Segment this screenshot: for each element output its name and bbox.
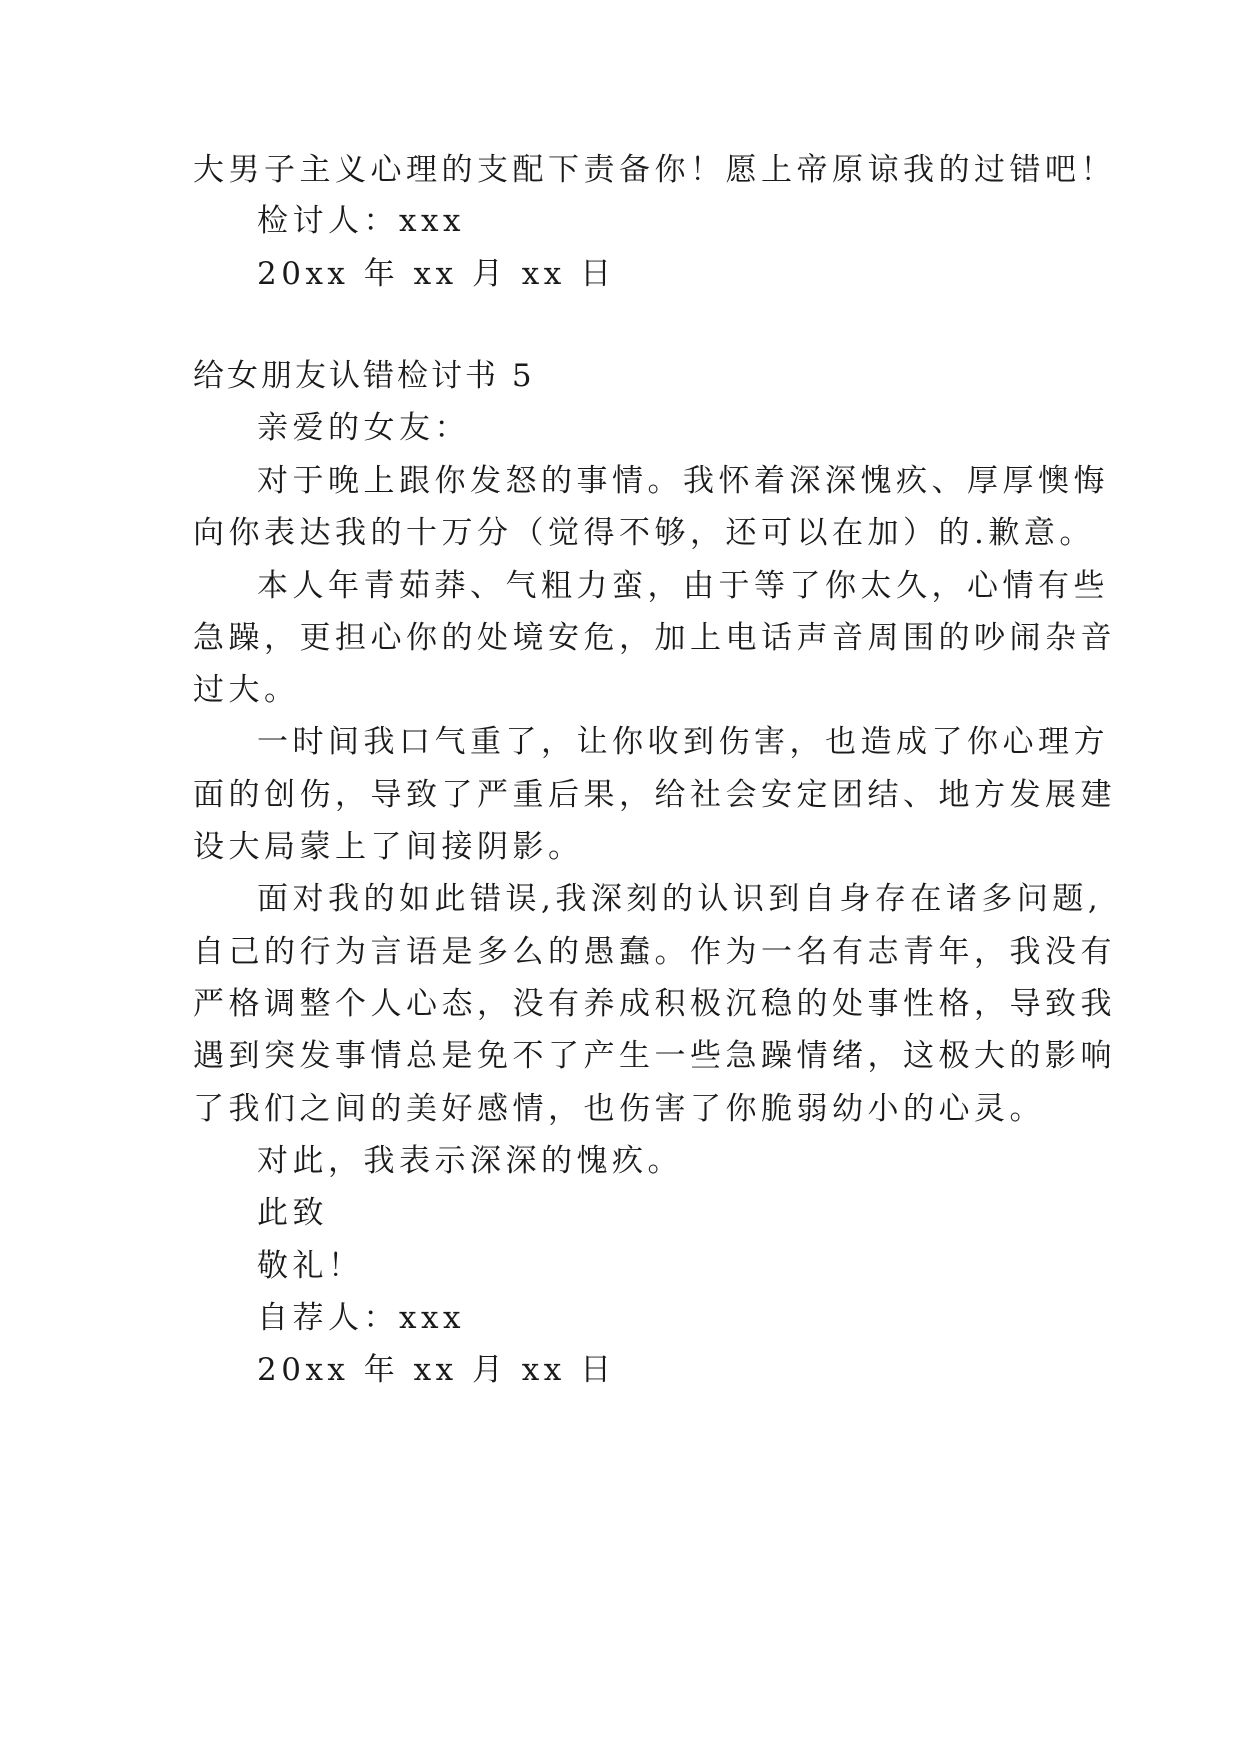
salutation: 亲爱的女友： [257,410,470,446]
closing-line: 此致 [257,1195,328,1231]
paragraph-line: 过大。 [193,672,300,708]
paragraph-line: 遇到突发事情总是免不了产生一些急躁情绪，这极大的影响 [193,1038,1116,1074]
paragraph-line: 了我们之间的美好感情，也伤害了你脆弱幼小的心灵。 [193,1091,1045,1127]
paragraph-line: 本人年青茹莽、气粗力蛮，由于等了你太久，心情有些 [257,568,1109,604]
signer-line: 检讨人：xxx [257,203,465,239]
date-line: 20xx 年 xx 月 xx 日 [257,256,616,292]
paragraph-line: 一时间我口气重了，让你收到伤害，也造成了你心理方 [257,724,1109,760]
paragraph-line: 自己的行为言语是多么的愚蠢。作为一名有志青年，我没有 [193,934,1116,970]
paragraph-line: 设大局蒙上了间接阴影。 [193,829,584,865]
date-line: 20xx 年 xx 月 xx 日 [257,1352,616,1388]
closing-line: 敬礼！ [257,1248,364,1284]
paragraph-line: 面对我的如此错误,我深刻的认识到自身存在诸多问题, [257,881,1103,917]
paragraph-line: 对于晚上跟你发怒的事情。我怀着深深愧疚、厚厚懊悔 [257,463,1109,499]
paragraph-line: 急躁，更担心你的处境安危，加上电话声音周围的吵闹杂音 [193,620,1116,656]
paragraph-line: 大男子主义心理的支配下责备你！愿上帝原谅我的过错吧！ [193,152,1116,188]
paragraph-line: 对此，我表示深深的愧疚。 [257,1143,683,1179]
paragraph-line: 严格调整个人心态，没有养成积极沉稳的处事性格，导致我 [193,986,1116,1022]
section-title: 给女朋友认错检讨书 5 [193,358,535,394]
paragraph-line: 向你表达我的十万分（觉得不够，还可以在加）的.歉意。 [193,515,1095,551]
paragraph-line: 面的创伤，导致了严重后果，给社会安定团结、地方发展建 [193,777,1116,813]
signer-line: 自荐人：xxx [257,1300,465,1336]
